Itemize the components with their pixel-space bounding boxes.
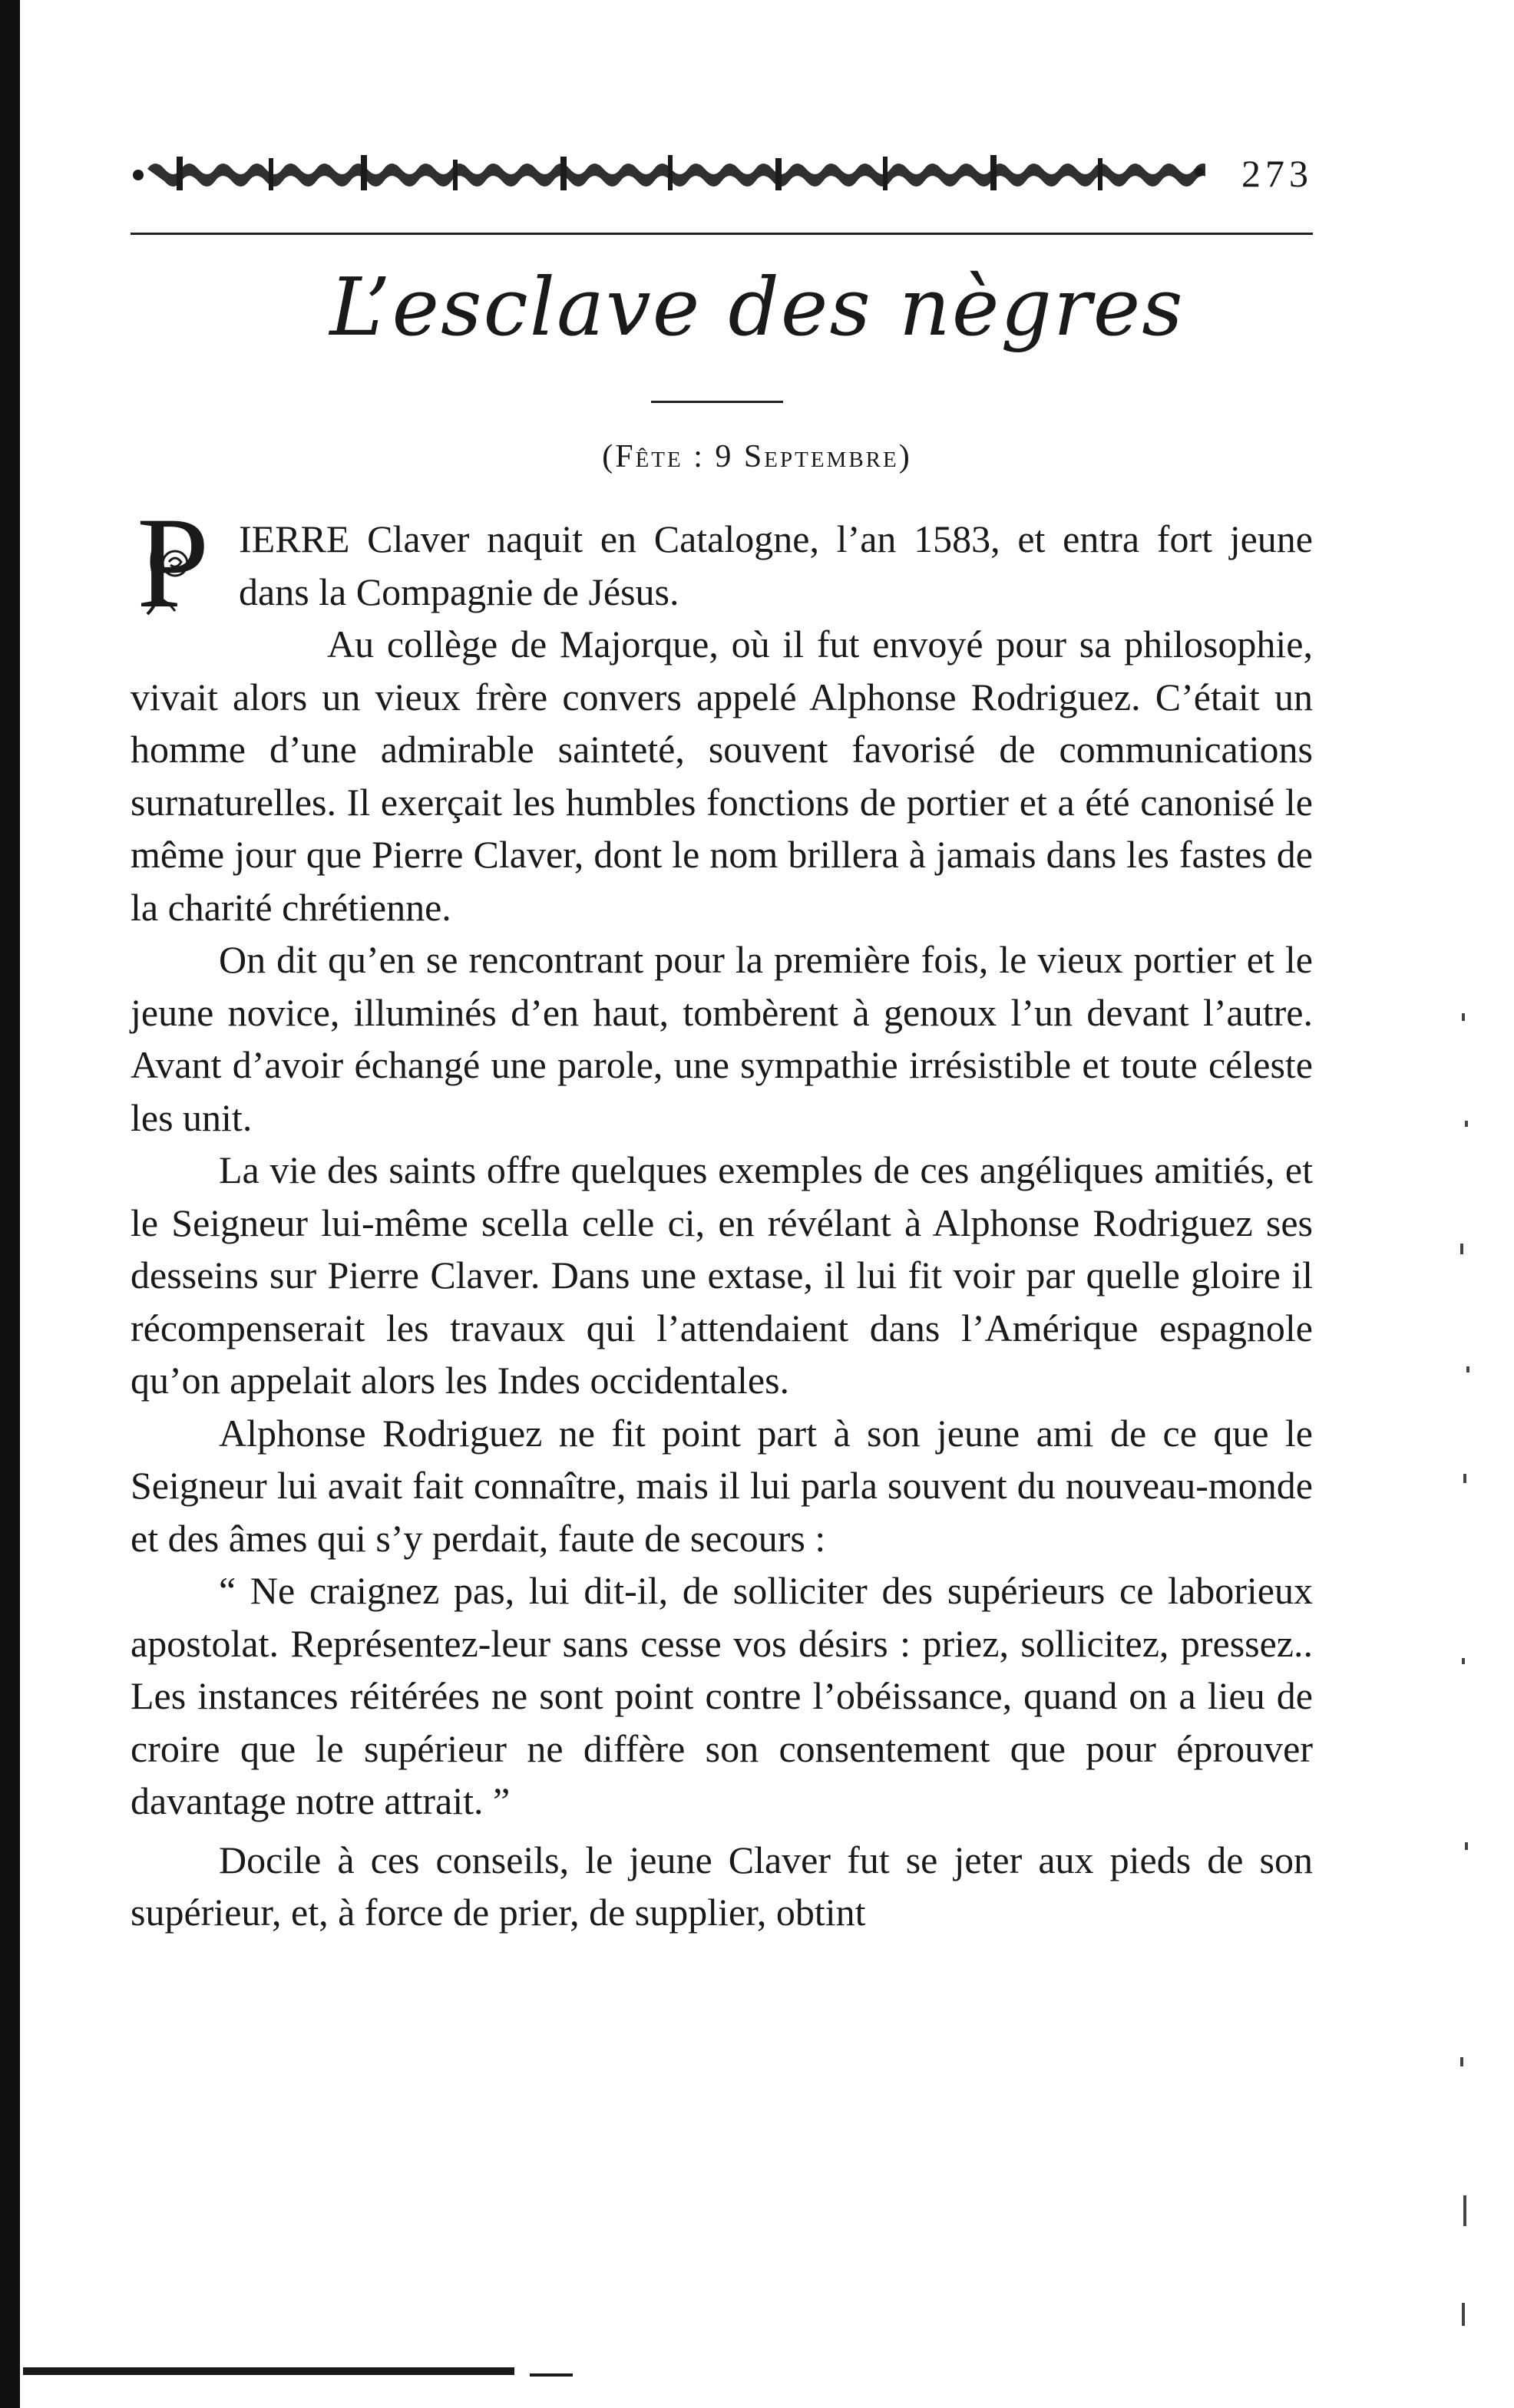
feast-close-paren: ) <box>898 439 912 474</box>
paragraph-7: Docile à ces conseils, le jeune Claver fut se jeter aux pieds de son supérieur, et, à force de prier, de supplier, obtint <box>131 1838 1313 1934</box>
paragraph-1 <box>131 491 1313 635</box>
title-divider <box>651 401 783 403</box>
paragraph-1-text: IERRE Claver naquit en Catalogne, l’an 1583, et entra fort jeune dans la Compagnie de Jésus. <box>239 517 1313 613</box>
feast-date <box>0 434 1514 480</box>
feast-open-paren: ( <box>602 439 616 474</box>
paragraph-3: On dit qu’en se rencontrant pour la première fois, le vieux portier et le jeune novice, illuminés d’en haut, tombèrent à genoux l’un devant l’autre. Avant d’avoir échangé une parole, une sympathie irrésistible et toute céleste les unit. <box>131 938 1313 1139</box>
feast-separator: : 9 <box>683 439 744 474</box>
margin-specks <box>1459 998 1482 2380</box>
decorative-header-ornament-icon <box>131 154 1205 193</box>
paragraph-4: La vie des saints offre quelques exemples de ces angéliques amitiés, et le Seigneur lui-même scella celle ci, en révélant à Alphonse Rodriguez ses desseins sur Pierre Claver. Dans une extase, il lui fit voir par quelle gloire il récompenserait les travaux qui l’attendaient dans l’Amérique espagnole qu’on appelait alors les Indes occidentales. <box>131 1148 1313 1402</box>
running-header <box>131 147 1313 201</box>
drop-cap <box>131 491 234 635</box>
feast-month: Septembre <box>743 439 899 474</box>
page-number: 273 <box>1241 152 1313 195</box>
header-divider <box>131 233 1313 235</box>
paragraph-5: Alphonse Rodriguez ne fit point part à son jeune ami de ce que le Seigneur lui avait fait connaître, mais il lui parla souvent du nouveau-monde et des âmes qui s’y perdait, faute de secours : <box>131 1411 1313 1560</box>
chapter-title: L’esclave des nègres <box>329 260 1185 354</box>
paragraph-6-quote: “ Ne craignez pas, lui dit-il, de solliciter des supérieurs ce laborieux apostolat. Représentez-leur sans cesse vos désirs : priez, sollicitez, pressez.. Les instances réitérées ne sont point contre l’obéissance, quand on a lieu de croire que le supérieur ne diffère son consentement que pour éprouver davantage notre attrait. ” <box>131 1569 1313 1822</box>
bottom-edge-dash <box>530 2373 573 2377</box>
paragraph-2: Au collège de Majorque, où il fut envoyé pour sa philosophie, vivait alors un vieux frère convers appelé Alphonse Rodriguez. C’était un homme d’une admirable sainteté, souvent favorisé de communications surnaturelles. Il exerçait les humbles fonctions de portier et a été canonisé le même jour que Pierre Claver, dont le nom brillera à jamais dans les fastes de la charité chrétienne. <box>131 623 1313 929</box>
bottom-edge-mark <box>23 2367 514 2375</box>
feast-word: Fête <box>615 439 683 474</box>
drop-cap-letter: P <box>137 491 210 635</box>
body-text <box>131 491 1313 1939</box>
